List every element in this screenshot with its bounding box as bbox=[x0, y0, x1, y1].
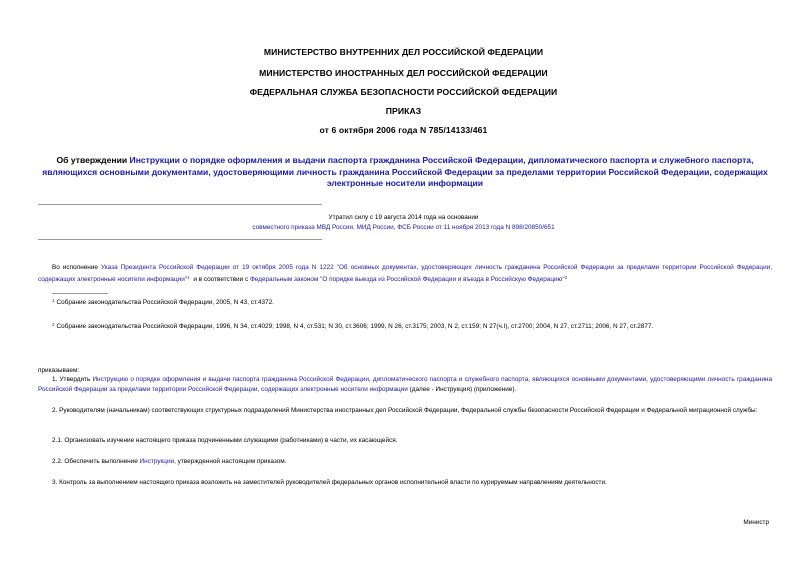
paragraph-2: 2. Руководителям (начальникам) соответствующих структурных подразделений Министерства иностранных дел Российской Федерации, Федеральной службы безопасности Российской Федерации и Федеральной миграционной службы: bbox=[52, 407, 758, 414]
preamble-intro: Во исполнение bbox=[52, 264, 101, 271]
federal-law-link[interactable]: Федеральным законом "О порядке выезда из Российской Федерации и въезда в Российскую Федерацию" bbox=[249, 275, 565, 283]
ministry-heading-3: ФЕДЕРАЛЬНАЯ СЛУЖБА БЕЗОПАСНОСТИ РОССИЙСКОЙ ФЕДЕРАЦИИ bbox=[249, 87, 558, 97]
footnote-divider bbox=[52, 293, 108, 294]
footnote-text: Собрание законодательства Российской Федерации, 2005, N 43, ст.4372. bbox=[56, 299, 274, 306]
footnote-2 bbox=[52, 322, 653, 330]
ministry-heading-2: МИНИСТЕРСТВО ИНОСТРАННЫХ ДЕЛ РОССИЙСКОЙ ФЕДЕРАЦИИ bbox=[259, 68, 548, 78]
divider-bottom bbox=[38, 239, 322, 240]
divider-top bbox=[38, 204, 322, 205]
status-note bbox=[0, 213, 807, 232]
paragraph-3: 3. Контроль за выполнением настоящего приказа возложить на заместителей руководителей федеральных органов исполнительной власти по курируемым направлениям деятельности. bbox=[52, 479, 607, 486]
footnote-mark: 2 bbox=[52, 322, 55, 327]
paragraph-2-2-suffix: , утвержденной настоящим приказом. bbox=[174, 458, 287, 465]
footnote-ref-2[interactable]: 2 bbox=[564, 274, 568, 280]
preamble-paragraph bbox=[38, 263, 772, 284]
instruction-short-link[interactable]: Инструкции bbox=[139, 458, 175, 465]
preamble-middle: и в соответствии с bbox=[191, 275, 250, 283]
title-prefix: Об утверждении bbox=[56, 155, 130, 165]
footnote-mark: 1 bbox=[52, 298, 55, 303]
instruction-link[interactable]: Инструкцию о порядке оформления и выдачи паспорта гражданина Российской Федерации, дипломатического паспорта и служебного паспорта, являющихся основными документами, удостоверяющими личность гражданина Российской Федерации за пределами территории Российской Федерации, содержащих электронные носители информации bbox=[38, 376, 772, 393]
footnote-1 bbox=[52, 298, 274, 306]
signature-title: Министр bbox=[743, 519, 769, 526]
paragraph-2-1: 2.1. Организовать изучение настоящего приказа подчиненными служащими (работниками) в части, их касающейся. bbox=[52, 437, 398, 444]
paragraph-1-prefix: 1. Утвердить bbox=[52, 376, 93, 383]
paragraph-1 bbox=[38, 375, 772, 394]
title-instruction-link[interactable]: Инструкции о порядке оформления и выдачи паспорта гражданина Российской Федерации, дипломатического паспорта и служебного паспорта, являющихся основными документами, удостоверяющими личность гражданина Российской Федерации за пределами территории Российской Федерации, содержащих электронные носители информации bbox=[42, 155, 768, 188]
presidential-decree-link[interactable]: Указа Президента Российской Федерации от 19 октября 2005 года N 1222 "Об основных документах, удостоверяющих личность гражданина Российской Федерации за пределами территории Российской Федерации, содержащих электронные носители информации" bbox=[38, 264, 772, 283]
paragraph-1-suffix: (далее - Инструкция) (приложение). bbox=[407, 385, 517, 393]
paragraph-2-2 bbox=[38, 457, 772, 467]
document-title bbox=[38, 155, 772, 190]
footnote-ref-1[interactable]: 1 bbox=[187, 274, 190, 280]
status-line: Утратил силу с 19 августа 2014 года на основании bbox=[328, 214, 479, 221]
ministry-heading-1: МИНИСТЕРСТВО ВНУТРЕННИХ ДЕЛ РОССИЙСКОЙ ФЕДЕРАЦИИ bbox=[263, 47, 544, 57]
document-date: от 6 октября 2006 года N 785/14133/461 bbox=[319, 125, 488, 135]
paragraph-2-2-prefix: 2.2. Обеспечить выполнение bbox=[52, 458, 140, 465]
document-type: ПРИКАЗ bbox=[385, 106, 422, 116]
repeal-order-link[interactable]: совместного приказа МВД России, МИД России, ФСБ России от 11 ноября 2013 года N 898/20850/651 bbox=[252, 223, 555, 231]
order-word: приказываем: bbox=[38, 367, 80, 374]
footnote-text: Собрание законодательства Российской Федерации, 1996, N 34, ст.4029; 1998, N 4, ст.531; N 30, ст.3606; 1999, N 26, ст.3175; 2003, N 2, ст.159; N 27(ч.I), ст.2700; 2004, N 27, ст.2711; 2006, N 27, ст.2877. bbox=[56, 323, 654, 330]
